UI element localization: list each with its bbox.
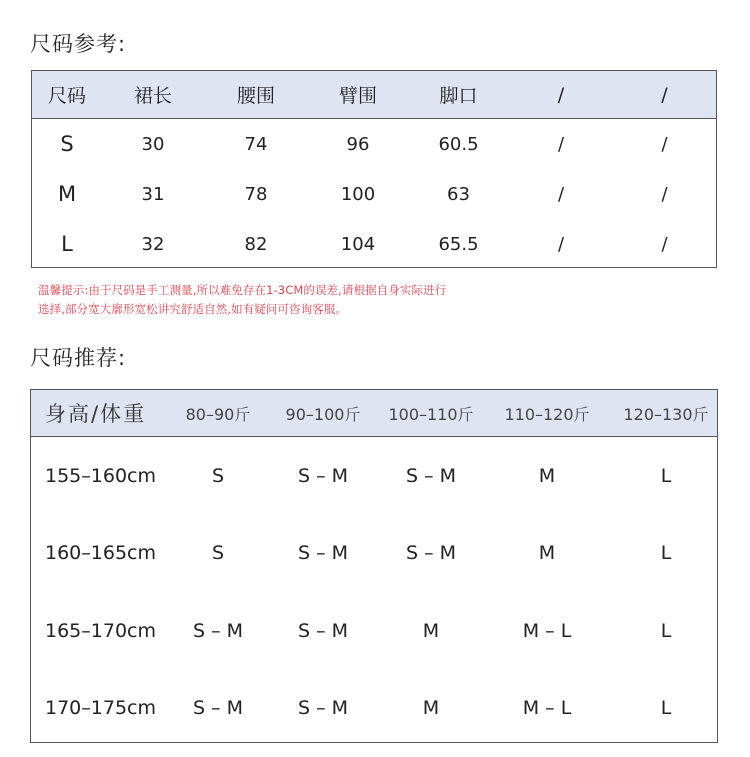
table-row xyxy=(31,670,717,748)
table-header-row xyxy=(31,390,717,437)
header-cell-waist: 腰围 xyxy=(236,85,275,107)
table-row xyxy=(31,592,717,670)
table-cell: / xyxy=(557,233,565,255)
header-cell-blank-2: / xyxy=(661,83,668,106)
header-cell-hem: 脚口 xyxy=(439,85,478,107)
table-cell: L xyxy=(660,464,672,487)
table-cell: S xyxy=(211,464,225,487)
height-cell: 155–160cm xyxy=(45,464,156,487)
table-cell: 60.5 xyxy=(438,133,479,155)
table-cell: 82 xyxy=(244,233,268,255)
table-cell: / xyxy=(661,183,668,205)
size-recommendation-table xyxy=(30,389,718,743)
table-cell: S – M xyxy=(297,464,349,487)
table-cell: S – M xyxy=(297,697,349,720)
measurement-note-line-1: 温馨提示:由于尺码是手工测量,所以难免存在1-3CM的误差,请根据自身实际进行 xyxy=(38,283,447,297)
table-row xyxy=(31,437,717,515)
table-cell: / xyxy=(557,183,565,205)
table-cell: S – M xyxy=(405,542,457,565)
header-cell-weight-range: 120–130斤 xyxy=(623,404,709,424)
size-recommendation-title: 尺码推荐: xyxy=(30,346,127,370)
table-row xyxy=(32,169,716,219)
table-cell: S – M xyxy=(192,697,244,720)
table-cell: 100 xyxy=(340,183,376,205)
table-cell: / xyxy=(557,133,565,155)
header-cell-weight-range: 80–90斤 xyxy=(185,404,251,424)
table-cell: S – M xyxy=(405,464,457,487)
table-cell: 96 xyxy=(346,133,370,155)
header-cell-size: 尺码 xyxy=(47,85,86,107)
size-cell: L xyxy=(61,232,73,256)
header-cell-height-weight: 身高/体重 xyxy=(45,402,147,426)
table-cell: 31 xyxy=(141,183,165,205)
header-cell-weight-range: 110–120斤 xyxy=(504,404,590,424)
size-cell: S xyxy=(60,132,74,156)
table-cell: L xyxy=(660,542,672,565)
height-cell: 160–165cm xyxy=(45,542,156,565)
header-cell-skirt-length: 裙长 xyxy=(133,85,172,107)
table-cell: S – M xyxy=(192,619,244,642)
measurement-note-line-2: 选择,部分宽大廓形宽松讲究舒适自然,如有疑问可咨询客服。 xyxy=(38,302,348,316)
table-header-row xyxy=(32,71,716,119)
table-row xyxy=(32,219,716,269)
table-row xyxy=(31,515,717,593)
size-cell: M xyxy=(57,182,77,206)
table-cell: M xyxy=(422,697,440,720)
height-cell: 165–170cm xyxy=(45,619,156,642)
header-cell-weight-range: 100–110斤 xyxy=(388,404,474,424)
table-cell: 74 xyxy=(244,133,268,155)
table-cell: / xyxy=(661,233,668,255)
table-cell: L xyxy=(660,619,672,642)
size-reference-title: 尺码参考: xyxy=(30,32,127,56)
table-cell: 32 xyxy=(141,233,165,255)
table-cell: 65.5 xyxy=(438,233,479,255)
table-cell: M – L xyxy=(522,619,572,642)
height-cell: 170–175cm xyxy=(45,697,156,720)
table-cell: 78 xyxy=(244,183,268,205)
table-cell: M xyxy=(538,464,556,487)
header-cell-weight-range: 90–100斤 xyxy=(285,404,361,424)
table-cell: S – M xyxy=(297,619,349,642)
header-cell-arm: 臂围 xyxy=(338,85,377,107)
table-cell: S – M xyxy=(297,542,349,565)
table-cell: 30 xyxy=(141,133,165,155)
header-cell-blank-1: / xyxy=(557,83,565,106)
table-row xyxy=(32,119,716,169)
size-reference-table xyxy=(31,70,717,268)
table-cell: L xyxy=(660,697,672,720)
table-cell: M xyxy=(422,619,440,642)
table-cell: M xyxy=(538,542,556,565)
table-cell: M – L xyxy=(522,697,572,720)
table-cell: / xyxy=(661,133,668,155)
table-cell: 63 xyxy=(447,183,470,205)
table-cell: 104 xyxy=(340,233,376,255)
table-cell: S xyxy=(211,542,225,565)
